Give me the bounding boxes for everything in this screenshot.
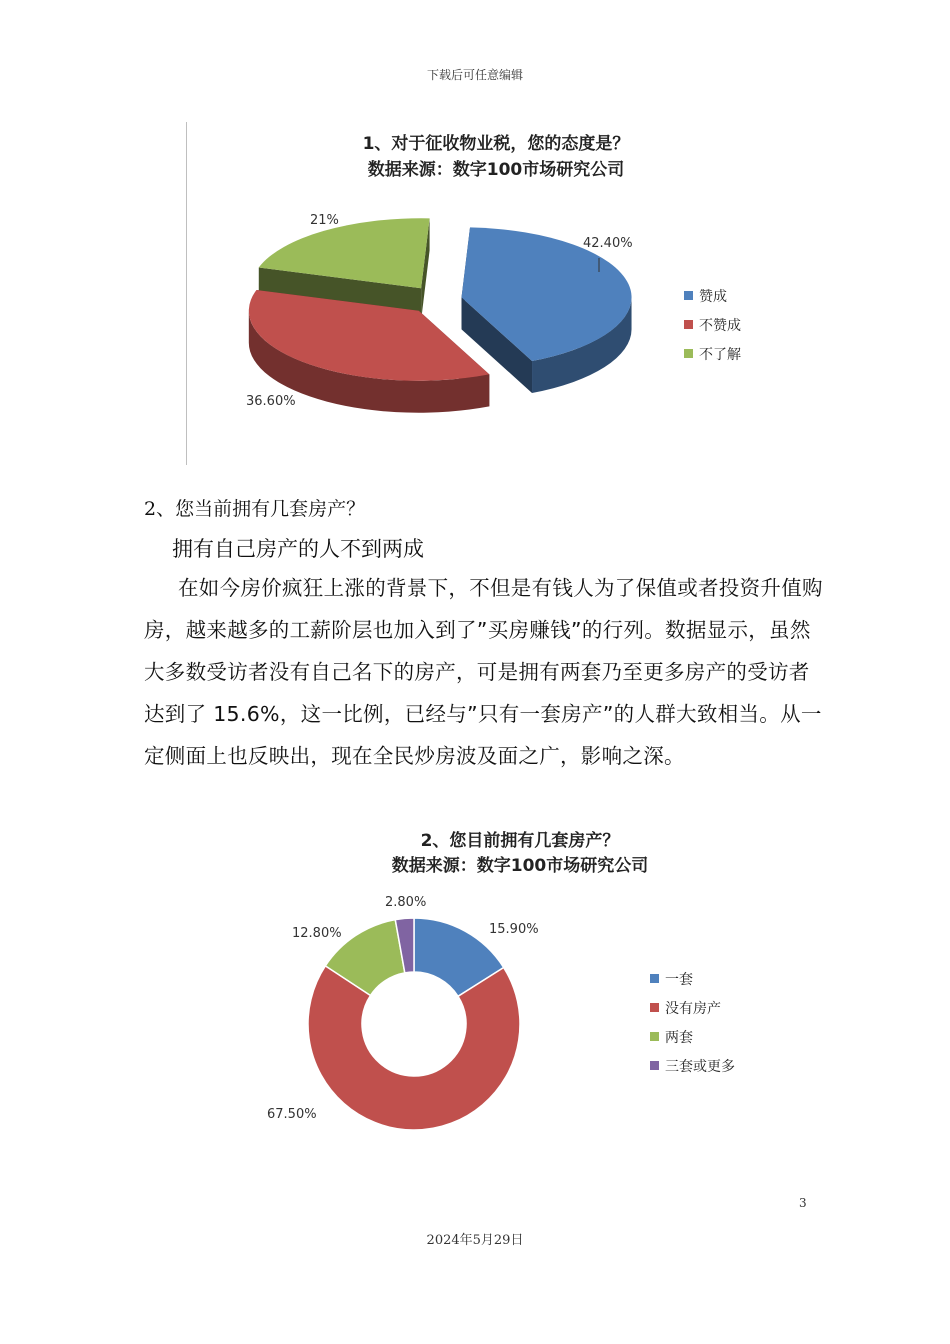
chart2-label-three-plus: 2.80% — [385, 895, 427, 910]
chart2-legend-item-two: 两套 — [650, 1022, 735, 1051]
chart2-label-one: 15.90% — [489, 922, 539, 937]
chart1-label-unknown: 21% — [310, 213, 339, 228]
chart2-legend-item-one: 一套 — [650, 964, 735, 993]
chart1-legend-item-disagree: 不赞成 — [684, 310, 741, 339]
chart1-subtitle: 数据来源：数字100市场研究公司 — [367, 160, 625, 180]
chart2-legend-item-three-plus: 三套或更多 — [650, 1051, 735, 1080]
legend-swatch-icon — [650, 974, 659, 983]
legend-swatch-icon — [684, 349, 693, 358]
chart-property-count — [240, 820, 800, 1150]
body-paragraph: 在如今房价疯狂上涨的背景下，不但是有钱人为了保值或者投资升值购房，越来越多的工薪阶层也加入到了”买房赚钱”的行列。数据显示，虽然大多数受访者没有自己名下的房产，可是拥有两套乃至更多房产的受访者达到了 15.6%，这一比例，已经与”只有一套房产”的人群大致相当。从一定侧面上也反映出，现在全民炒房波及面之广，影响之深。 — [144, 576, 823, 768]
chart2-subtitle: 数据来源：数字100市场研究公司 — [391, 856, 649, 876]
chart1-title: 1、对于征收物业税，您的态度是？ — [362, 134, 630, 154]
legend-swatch-icon — [650, 1032, 659, 1041]
legend-swatch-icon — [684, 320, 693, 329]
legend-swatch-icon — [650, 1003, 659, 1012]
chart1-slice-agree — [462, 227, 632, 393]
chart1-legend-item-agree: 赞成 — [684, 281, 741, 310]
header-note: 下载后可任意编辑 — [426, 68, 523, 82]
chart2-label-two: 12.80% — [292, 926, 342, 941]
chart2-legend-item-none: 没有房产 — [650, 993, 735, 1022]
page-number: 3 — [799, 1196, 807, 1210]
chart2-label-none: 67.50% — [267, 1107, 317, 1122]
chart2-legend — [650, 964, 735, 1080]
chart2-title: 2、您目前拥有几套房产？ — [420, 831, 620, 851]
chart1-label-agree: 42.40% — [583, 236, 633, 251]
chart1-legend-item-unknown: 不了解 — [684, 339, 741, 368]
section-heading: 拥有自己房产的人不到两成 — [172, 537, 424, 561]
legend-swatch-icon — [684, 291, 693, 300]
chart1-label-disagree: 36.60% — [246, 394, 296, 409]
chart2-slice-none — [308, 966, 520, 1130]
chart-property-tax-attitude — [186, 120, 806, 465]
legend-swatch-icon — [650, 1061, 659, 1070]
question-2: 2、您当前拥有几套房产？ — [144, 498, 366, 520]
chart1-legend — [684, 281, 741, 368]
footer-date: 2024年5月29日 — [426, 1233, 524, 1248]
